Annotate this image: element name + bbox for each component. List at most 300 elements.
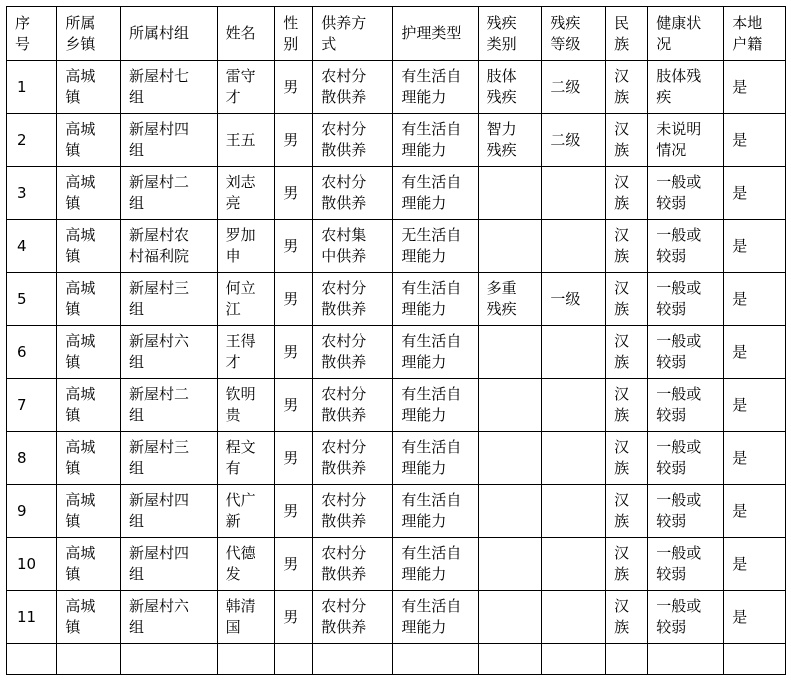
empty-cell-local-hukou <box>724 644 786 675</box>
cell-no <box>7 432 57 485</box>
cell-text: 男 <box>283 130 299 149</box>
cell-text: 男 <box>283 554 299 573</box>
cell-care-type <box>393 114 478 167</box>
cell-text: 雷守 <box>225 67 256 85</box>
cell-text: 理能力 <box>401 406 447 424</box>
cell-care-type <box>393 591 478 644</box>
cell-text: 族 <box>614 618 630 636</box>
cell-gender <box>275 326 313 379</box>
column-header-text: 号 <box>15 34 31 53</box>
cell-village-group <box>121 273 218 326</box>
cell-support-mode <box>313 379 393 432</box>
cell-text: 11 <box>17 607 37 626</box>
cell-text: 理能力 <box>401 565 447 583</box>
cell-text: 散供养 <box>321 194 367 212</box>
empty-cell-care-type <box>393 644 478 675</box>
cell-local-hukou <box>724 379 786 432</box>
column-header-text: 残疾 <box>486 13 517 32</box>
cell-text: 汉 <box>614 544 630 562</box>
cell-text: 高城 <box>65 385 96 403</box>
cell-text: 镇 <box>65 618 81 636</box>
cell-no <box>7 538 57 591</box>
cell-health-status <box>648 485 724 538</box>
cell-disability-level <box>542 379 606 432</box>
column-header-text: 别 <box>283 34 299 53</box>
cell-disability-level <box>542 273 606 326</box>
cell-text: 一般或 <box>656 279 702 297</box>
cell-text: 镇 <box>65 247 81 265</box>
cell-name <box>217 273 275 326</box>
cell-text: 一般或 <box>656 385 702 403</box>
cell-text: 男 <box>283 236 299 255</box>
cell-ethnicity <box>606 538 648 591</box>
cell-text: 有生活自 <box>401 67 462 85</box>
cell-text: 一般或 <box>656 544 702 562</box>
cell-township <box>57 591 121 644</box>
cell-text: 散供养 <box>321 512 367 530</box>
cell-text: 有生活自 <box>401 279 462 297</box>
cell-support-mode <box>313 485 393 538</box>
cell-text: 散供养 <box>321 88 367 106</box>
cell-text: 男 <box>283 501 299 520</box>
cell-text: 族 <box>614 406 630 424</box>
cell-text: 男 <box>283 395 299 414</box>
cell-health-status <box>648 591 724 644</box>
cell-township <box>57 379 121 432</box>
cell-text: 族 <box>614 88 630 106</box>
column-header-text: 族 <box>614 34 630 53</box>
column-header-disability-type <box>478 7 542 61</box>
cell-no <box>7 591 57 644</box>
cell-support-mode <box>313 273 393 326</box>
cell-text: 才 <box>225 353 241 371</box>
cell-disability-type <box>478 538 542 591</box>
cell-text: 较弱 <box>656 353 687 371</box>
table-row <box>7 220 786 273</box>
cell-disability-type <box>478 432 542 485</box>
cell-text: 农村分 <box>321 173 367 191</box>
cell-text: 新屋村七 <box>129 67 190 85</box>
table-row <box>7 273 786 326</box>
cell-village-group <box>121 220 218 273</box>
column-header-text: 所属村组 <box>129 24 190 42</box>
column-header-text: 残疾 <box>550 13 581 32</box>
cell-text: 一般或 <box>656 226 702 244</box>
cell-text: 10 <box>17 554 37 573</box>
cell-text: 农村分 <box>321 279 367 297</box>
cell-text: 何立 <box>225 279 256 297</box>
cell-text: 组 <box>129 194 145 212</box>
cell-text: 残疾 <box>486 141 517 159</box>
cell-text: 镇 <box>65 353 81 371</box>
cell-text: 理能力 <box>401 300 447 318</box>
empty-cell-village-group <box>121 644 218 675</box>
cell-text: 理能力 <box>401 247 447 265</box>
cell-text: 理能力 <box>401 459 447 477</box>
cell-disability-type <box>478 485 542 538</box>
cell-text: 散供养 <box>321 565 367 583</box>
cell-text: 新屋村农 <box>129 226 190 244</box>
column-header-text: 序 <box>15 13 31 32</box>
cell-text: 男 <box>283 342 299 361</box>
cell-text: 二级 <box>550 130 581 149</box>
cell-text: 汉 <box>614 385 630 403</box>
cell-text: 农村分 <box>321 385 367 403</box>
cell-text: 组 <box>129 565 145 583</box>
cell-text: 镇 <box>65 300 81 318</box>
cell-text: 镇 <box>65 141 81 159</box>
cell-name <box>217 167 275 220</box>
column-header-text: 况 <box>656 34 672 53</box>
cell-township <box>57 432 121 485</box>
cell-health-status <box>648 379 724 432</box>
cell-text: 贵 <box>225 406 241 424</box>
empty-cell-disability-type <box>478 644 542 675</box>
cell-text: 男 <box>283 448 299 467</box>
cell-text: 镇 <box>65 88 81 106</box>
cell-text: 镇 <box>65 459 81 477</box>
cell-disability-level <box>542 220 606 273</box>
cell-text: 疾 <box>656 88 672 106</box>
cell-text: 肢体 <box>486 67 517 85</box>
cell-gender <box>275 591 313 644</box>
cell-text: 组 <box>129 88 145 106</box>
cell-name <box>217 326 275 379</box>
cell-township <box>57 114 121 167</box>
cell-text: 王五 <box>225 130 256 149</box>
cell-text: 发 <box>225 565 241 583</box>
cell-text: 较弱 <box>656 247 687 265</box>
cell-text: 新屋村三 <box>129 279 190 297</box>
cell-text: 较弱 <box>656 618 687 636</box>
cell-text: 族 <box>614 194 630 212</box>
cell-text: 农村分 <box>321 544 367 562</box>
column-header-text: 类别 <box>486 34 517 53</box>
cell-disability-level <box>542 326 606 379</box>
column-header-text: 性 <box>283 13 299 32</box>
cell-text: 有 <box>225 459 241 477</box>
cell-text: 理能力 <box>401 88 447 106</box>
column-header-name <box>217 7 275 61</box>
table-row <box>7 167 786 220</box>
column-header-no <box>7 7 57 61</box>
cell-text: 是 <box>732 236 748 255</box>
cell-text: 组 <box>129 406 145 424</box>
cell-gender <box>275 167 313 220</box>
cell-local-hukou <box>724 485 786 538</box>
cell-text: 3 <box>17 183 27 202</box>
cell-local-hukou <box>724 432 786 485</box>
cell-gender <box>275 273 313 326</box>
cell-text: 代德 <box>225 544 256 562</box>
cell-name <box>217 379 275 432</box>
cell-text: 理能力 <box>401 141 447 159</box>
cell-text: 男 <box>283 289 299 308</box>
cell-text: 组 <box>129 353 145 371</box>
cell-village-group <box>121 61 218 114</box>
cell-local-hukou <box>724 167 786 220</box>
cell-health-status <box>648 273 724 326</box>
cell-text: 亮 <box>225 194 241 212</box>
column-header-text: 供养方 <box>321 13 367 32</box>
cell-name <box>217 432 275 485</box>
table-row <box>7 485 786 538</box>
cell-village-group <box>121 591 218 644</box>
cell-text: 男 <box>283 77 299 96</box>
cell-health-status <box>648 432 724 485</box>
cell-text: 情况 <box>656 141 687 159</box>
cell-text: 是 <box>732 448 748 467</box>
cell-health-status <box>648 167 724 220</box>
table-row <box>7 432 786 485</box>
cell-support-mode <box>313 326 393 379</box>
cell-text: 农村分 <box>321 67 367 85</box>
cell-text: 男 <box>283 183 299 202</box>
cell-text: 中供养 <box>321 247 367 265</box>
cell-township <box>57 167 121 220</box>
cell-care-type <box>393 432 478 485</box>
cell-text: 农村分 <box>321 120 367 138</box>
cell-text: 农村分 <box>321 438 367 456</box>
column-header-health-status <box>648 7 724 61</box>
cell-text: 新 <box>225 512 241 530</box>
cell-text: 罗加 <box>225 226 256 244</box>
cell-text: 二级 <box>550 77 581 96</box>
cell-support-mode <box>313 432 393 485</box>
cell-township <box>57 273 121 326</box>
cell-disability-type <box>478 273 542 326</box>
cell-ethnicity <box>606 167 648 220</box>
cell-health-status <box>648 220 724 273</box>
cell-disability-type <box>478 220 542 273</box>
cell-text: 9 <box>17 501 27 520</box>
cell-text: 新屋村四 <box>129 120 190 138</box>
document-page <box>6 6 786 675</box>
cell-text: 多重 <box>486 279 517 297</box>
cell-text: 组 <box>129 618 145 636</box>
column-header-text: 式 <box>321 34 337 53</box>
cell-support-mode <box>313 61 393 114</box>
cell-text: 王得 <box>225 332 256 350</box>
cell-text: 未说明 <box>656 120 702 138</box>
cell-text: 高城 <box>65 332 96 350</box>
cell-care-type <box>393 379 478 432</box>
cell-text: 肢体残 <box>656 67 702 85</box>
cell-text: 有生活自 <box>401 491 462 509</box>
cell-text: 是 <box>732 607 748 626</box>
cell-text: 农村分 <box>321 332 367 350</box>
cell-text: 残疾 <box>486 300 517 318</box>
cell-village-group <box>121 114 218 167</box>
cell-text: 是 <box>732 342 748 361</box>
cell-local-hukou <box>724 61 786 114</box>
cell-support-mode <box>313 538 393 591</box>
cell-gender <box>275 432 313 485</box>
cell-text: 族 <box>614 247 630 265</box>
cell-disability-type <box>478 114 542 167</box>
cell-gender <box>275 485 313 538</box>
cell-disability-level <box>542 485 606 538</box>
cell-township <box>57 538 121 591</box>
cell-text: 新屋村六 <box>129 597 190 615</box>
cell-text: 汉 <box>614 332 630 350</box>
empty-cell-name <box>217 644 275 675</box>
cell-local-hukou <box>724 326 786 379</box>
cell-text: 是 <box>732 501 748 520</box>
cell-disability-type <box>478 591 542 644</box>
cell-text: 农村集 <box>321 226 367 244</box>
cell-text: 是 <box>732 183 748 202</box>
cell-text: 江 <box>225 300 241 318</box>
cell-text: 族 <box>614 565 630 583</box>
cell-text: 新屋村三 <box>129 438 190 456</box>
empty-cell-health-status <box>648 644 724 675</box>
cell-no <box>7 61 57 114</box>
cell-text: 新屋村二 <box>129 385 190 403</box>
cell-local-hukou <box>724 591 786 644</box>
cell-text: 较弱 <box>656 512 687 530</box>
cell-township <box>57 220 121 273</box>
cell-text: 一般或 <box>656 597 702 615</box>
cell-text: 较弱 <box>656 565 687 583</box>
cell-text: 是 <box>732 77 748 96</box>
cell-health-status <box>648 114 724 167</box>
cell-care-type <box>393 61 478 114</box>
cell-disability-level <box>542 432 606 485</box>
column-header-text: 所属 <box>65 13 96 32</box>
cell-text: 申 <box>225 247 241 265</box>
cell-text: 散供养 <box>321 141 367 159</box>
cell-text: 新屋村二 <box>129 173 190 191</box>
table-row <box>7 114 786 167</box>
cell-text: 刘志 <box>225 173 256 191</box>
cell-text: 新屋村四 <box>129 544 190 562</box>
cell-text: 1 <box>17 77 27 96</box>
cell-text: 是 <box>732 395 748 414</box>
cell-care-type <box>393 273 478 326</box>
cell-text: 镇 <box>65 565 81 583</box>
cell-support-mode <box>313 220 393 273</box>
cell-disability-level <box>542 114 606 167</box>
column-header-village-group <box>121 7 218 61</box>
cell-care-type <box>393 538 478 591</box>
cell-text: 汉 <box>614 120 630 138</box>
empty-cell-ethnicity <box>606 644 648 675</box>
cell-text: 组 <box>129 512 145 530</box>
cell-text: 散供养 <box>321 353 367 371</box>
cell-disability-type <box>478 379 542 432</box>
cell-name <box>217 485 275 538</box>
cell-care-type <box>393 167 478 220</box>
cell-name <box>217 114 275 167</box>
cell-disability-level <box>542 61 606 114</box>
table-row <box>7 61 786 114</box>
cell-disability-level <box>542 167 606 220</box>
cell-disability-type <box>478 167 542 220</box>
cell-text: 有生活自 <box>401 385 462 403</box>
cell-care-type <box>393 326 478 379</box>
cell-name <box>217 220 275 273</box>
cell-ethnicity <box>606 591 648 644</box>
cell-text: 2 <box>17 130 27 149</box>
table-body <box>7 61 786 675</box>
cell-care-type <box>393 220 478 273</box>
cell-text: 高城 <box>65 438 96 456</box>
cell-local-hukou <box>724 114 786 167</box>
cell-text: 理能力 <box>401 353 447 371</box>
column-header-text: 户籍 <box>732 34 763 53</box>
empty-table-row <box>7 644 786 675</box>
cell-no <box>7 114 57 167</box>
column-header-text: 本地 <box>732 13 763 32</box>
cell-text: 一般或 <box>656 438 702 456</box>
cell-text: 族 <box>614 512 630 530</box>
cell-ethnicity <box>606 61 648 114</box>
cell-text: 程文 <box>225 438 256 456</box>
cell-text: 7 <box>17 395 27 414</box>
cell-text: 镇 <box>65 512 81 530</box>
cell-support-mode <box>313 114 393 167</box>
cell-gender <box>275 61 313 114</box>
cell-text: 散供养 <box>321 618 367 636</box>
table-row <box>7 591 786 644</box>
cell-text: 组 <box>129 459 145 477</box>
cell-township <box>57 485 121 538</box>
cell-text: 高城 <box>65 597 96 615</box>
cell-text: 农村分 <box>321 491 367 509</box>
cell-text: 高城 <box>65 226 96 244</box>
cell-text: 无生活自 <box>401 226 462 244</box>
cell-village-group <box>121 432 218 485</box>
empty-cell-no <box>7 644 57 675</box>
cell-text: 有生活自 <box>401 597 462 615</box>
cell-text: 有生活自 <box>401 332 462 350</box>
cell-township <box>57 61 121 114</box>
cell-text: 6 <box>17 342 27 361</box>
cell-village-group <box>121 167 218 220</box>
cell-text: 农村分 <box>321 597 367 615</box>
cell-no <box>7 485 57 538</box>
cell-text: 高城 <box>65 491 96 509</box>
column-header-text: 健康状 <box>656 13 702 32</box>
column-header-gender <box>275 7 313 61</box>
cell-text: 汉 <box>614 491 630 509</box>
cell-gender <box>275 538 313 591</box>
cell-text: 是 <box>732 554 748 573</box>
cell-text: 代广 <box>225 491 256 509</box>
cell-no <box>7 273 57 326</box>
cell-ethnicity <box>606 114 648 167</box>
cell-ethnicity <box>606 220 648 273</box>
welfare-recipients-table <box>6 6 786 675</box>
cell-text: 才 <box>225 88 241 106</box>
cell-text: 镇 <box>65 406 81 424</box>
cell-text: 镇 <box>65 194 81 212</box>
cell-text: 国 <box>225 618 241 636</box>
cell-text: 族 <box>614 300 630 318</box>
column-header-local-hukou <box>724 7 786 61</box>
cell-text: 较弱 <box>656 459 687 477</box>
cell-text: 组 <box>129 141 145 159</box>
cell-text: 理能力 <box>401 512 447 530</box>
table-header-row <box>7 7 786 61</box>
cell-local-hukou <box>724 538 786 591</box>
column-header-support-mode <box>313 7 393 61</box>
cell-health-status <box>648 61 724 114</box>
cell-text: 理能力 <box>401 618 447 636</box>
cell-text: 有生活自 <box>401 438 462 456</box>
cell-disability-level <box>542 538 606 591</box>
